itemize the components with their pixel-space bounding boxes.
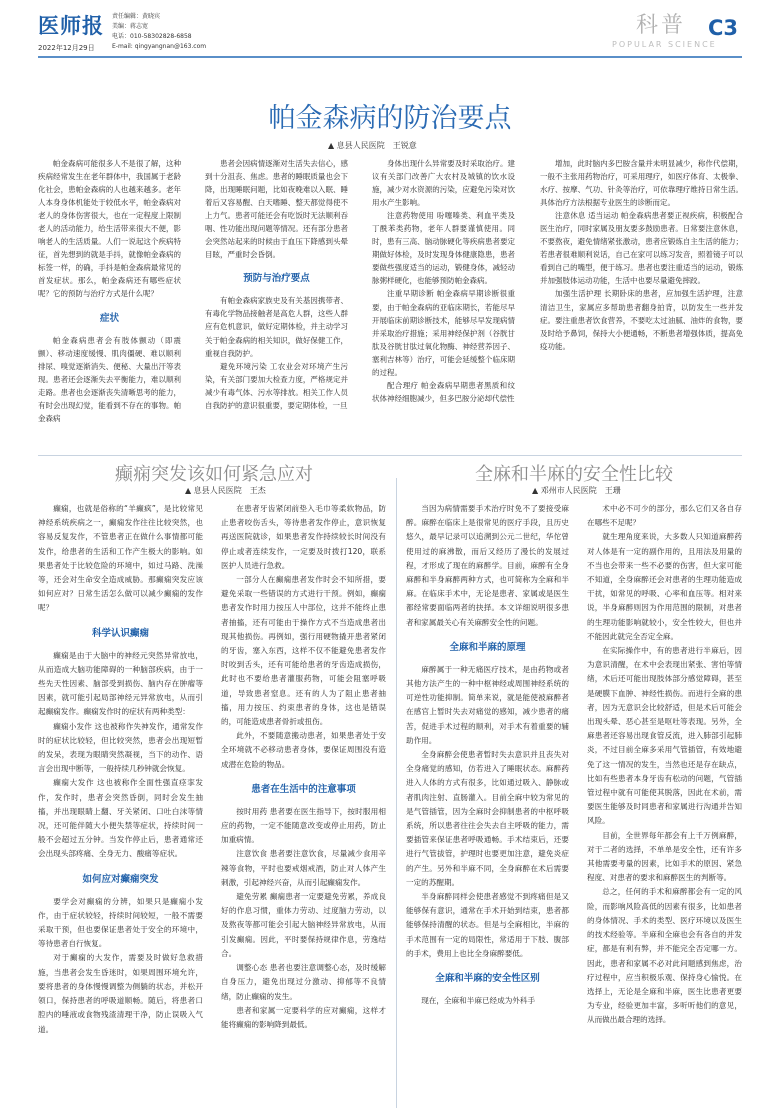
article2-byline: ▲ 息县人民医院 王杰 — [185, 486, 266, 495]
paragraph: 在患者牙齿紧闭前垫入毛巾等柔软物品，防止患者咬伤舌头，等待患者发作停止，意识恢复再送医院就诊，如果患者发作持续较长时间没有停止或者连续发作，一定要及时拨打120，联系医护人员进行急救。 — [221, 504, 386, 570]
paragraph: 麻醉属于一种无痛医疗技术，是由药物或者其他方法产生的一种中枢神经或周围神经系统的可逆性功能抑制。简单来说，就是能使被麻醉者在感官上暂时失去对痛觉的感知，减少患者的痛苦，促进手术过程的顺利，对手术有着重要的辅助作用。 — [406, 664, 569, 745]
paragraph: 加强生活护理 长期卧床的患者，应加强生活护理，注意清洁卫生，家属应多帮助患者翻身拍背，以防发生一些并发症。要注重患者饮食营养，不要吃太过油腻、油炸的食物，要及时给予鼻饲，保持大小便通畅，不断患者增强体质，提高免疫功能。 — [540, 289, 743, 351]
paragraph: 半身麻醉同样会使患者感觉不到疼痛但是又能够保有意识，通常在手术开始到结束，患者都能够保持清醒的状态。但是与全麻相比，半麻的手术范围有一定的局限性，常适用于下肢、腹部的手术，费用上也比全身麻醉要低。 — [406, 892, 569, 958]
paragraph: 配合理疗 帕金森病早期患者黑质和纹状体神经细胞减少，但多巴胺分泌却代偿性 — [372, 380, 515, 403]
subheading: 全麻和半麻的原理 — [449, 641, 526, 653]
paragraph: 避免环境污染 工农业会对环境产生污染，有关部门要加大检查力度，严格规定并减少有毒气体、污水等排放。相关工作人员自我防护的意识很重要，要定期体检，一旦 — [205, 361, 348, 410]
paragraph: 全身麻醉会使患者暂时失去意识并且丧失对全身痛觉的感知，仿若进入了睡眠状态。麻醉药进入人体的方式有很多，比如通过吸入、静脉或者肌肉注射、直肠灌入。目前全麻中较为常见的是气管插管，因为全麻时会抑制患者的中枢呼吸系统，所以患者往往会失去自主呼吸的能力，需要插管来保证患者呼吸通畅。手术结束后，还要进行气管拔管，护理时也要更加注意，避免炎症的产生。另外和半麻不同，全身麻醉在术后需要一定的苏醒期。 — [406, 750, 569, 887]
section-divider — [38, 455, 742, 456]
section-title-en: POPULAR SCIENCE — [612, 40, 717, 49]
paragraph: 患者会因病情逐渐对生活失去信心，感到十分沮丧、焦虑。患者的睡眠质量也会下降，出现睡眠问题，比如夜晚难以入眠、睡着后又容易醒、白天嗜睡、整天都觉得使不上力气。患者可能还会有吃饭时无法顺利吞咽、性功能出现问题等情况。还有部分患者会突然站起来的时候由于血压下降感到头晕目眩，严重时会昏倒。 — [205, 159, 348, 260]
article3-title: 全麻和半麻的安全性比较 — [475, 464, 673, 485]
paragraph: 注意休息 适当运动 帕金森病患者要正视疾病，积极配合医生治疗，同时家属及朋友要多鼓励患者。日常要注意休息，不要熬夜，避免情绪紧张激动，患者应锻炼自主生活的能力；若患者很难顺利说话，自己在家可以练习发音，照着镜子可以看到自己的嘴型，便于练习。患者也要注重适当的运动，锻炼并加强肢体运动功能，生活中也要尽量避免摔跤。 — [540, 211, 743, 286]
article2-title: 癫痫突发该如何紧急应对 — [115, 464, 313, 485]
header-rule — [38, 56, 742, 58]
paragraph: 一部分人在癫痫患者发作时会不知所措，要避免采取一些错误的方式进行干预。例如，癫痫患者发作时用力按压人中部位，这并不能终止患者抽搐，还有可能由于操作方式不当造成患者出现其他损伤。再例如，强行用硬物撬开患者紧闭的牙齿，塞入东西，这样不仅不能避免患者发作时咬到舌头，还有可能给患者的牙齿造成损伤，此时也不要给患者灌服药物，可能会阻塞呼吸道，导致患者窒息。还有的人为了阻止患者抽搐，用力按压、约束患者的身体，这也是错误的，可能造成患者骨折或扭伤。 — [221, 575, 386, 727]
column-divider — [396, 478, 397, 1108]
subheading: 预防与治疗要点 — [243, 273, 310, 285]
article3-byline: ▲ 邓州市人民医院 王珊 — [532, 486, 621, 495]
paragraph: 癫痫小发作 这也被称作失神发作，通常发作时的症状比较轻，但比较突然，患者会出现短暂的发呆，表现为眼睛突然凝视，当下的动作、语言会出现中断等，一般持续几秒钟就会恢复。 — [38, 721, 203, 774]
article1-column-1 — [38, 157, 181, 452]
issue-date: 2022年12月29日 — [38, 44, 95, 52]
paragraph: 总之，任何的手术和麻醉都会有一定的风险，而影响风险高低的因素有很多，比如患者的身体情况、手术的类型、医疗环境以及医生的技术经验等。半麻和全麻也会有各自的并发症，都是有利有弊，并不能完全否定哪一方。因此，患者和家属不必对此问题感到焦虑，治疗过程中，应当积极乐观、保持身心愉悦。在选择上，无论是全麻和半麻，医生比患者更要为专业，经验更加丰富，多听听他们的意见，从而做出最合理的选择。 — [587, 887, 742, 1025]
paragraph: 患者和家属一定要科学的应对癫痫，这样才能将癫痫的影响降到最低。 — [221, 1005, 386, 1029]
article1-column-4 — [540, 157, 743, 452]
paragraph: 增加，此时脑内多巴胺含量并未明显减少，称作代偿期，一般不主张用药物治疗，可采用理疗，如医疗体育、太极拳、水疗、按摩、气功、针灸等治疗，可依靠理疗维持日常生活。具体治疗方法根据专业医生的诊断而定。 — [540, 159, 743, 208]
article1-column-2 — [205, 157, 348, 452]
article2-column-1 — [38, 502, 203, 1102]
paragraph: 此外，不要随意搬动患者，如果患者处于安全环境就不必移动患者身体，要保证周围没有造成潜在危险的物品。 — [221, 731, 386, 769]
phone-line: 电话：010-58302828-6858 — [112, 33, 192, 40]
designer-line: 美编：蒋志宽 — [112, 23, 149, 30]
subheading: 全麻和半麻的安全性区别 — [435, 973, 540, 985]
paragraph: 现在，全麻和半麻已经成为外科手 — [421, 996, 536, 1006]
paragraph: 要学会对癫痫的分辨，如果只是癫痫小发作，由于症状较轻，持续时间较短，一般不需要采取干预，但也要保证患者处于安全的环境中，等待患者自行恢复。 — [38, 896, 203, 949]
paragraph: 当因为病情需要手术治疗时免不了要接受麻醉。麻醉在临床上是很常见的医疗手段，且历史悠久，最早记录可以追溯到公元二世纪，华佗曾使用过的麻沸散，而后又经历了漫长的发展过程，才形成了现在的麻醉学。目前，麻醉有全身麻醉和半身麻醉两种方式，也可简称为全麻和半麻。在临床手术中，无论是患者、家属或是医生都经常要面临两者的抉择。本文详细说明很多患者和家属最关心有关麻醉安全性的问题。 — [406, 504, 569, 627]
paragraph: 术中必不可少的部分，那么它们又各自存在哪些不足呢？ — [587, 504, 742, 528]
paragraph: 有帕金森病家族史及有关基因携带者、有毒化学物品接触者是高危人群，这些人群应有危机意识，做好定期体检，并主动学习关于帕金森病的相关知识，做好保健工作，重视自我防护。 — [205, 296, 348, 358]
paragraph: 注意饮食 患者要注意饮食，尽量减少食用辛辣等食物，平时也要戒烟戒酒，防止对人体产生刺激，引起神经兴奋，从而引起癫痫发作。 — [221, 849, 386, 887]
section-title: 科普 — [636, 13, 687, 38]
paragraph: 目前，全世界每年都会有上千万例麻醉，对于二者的选择，不单单是安全性，还有许多其他需要考量的因素，比如手术的原因、紧急程度、对患者的要求和麻醉医生的判断等。 — [587, 830, 742, 883]
editor-line: 责任编辑：黄晓宾 — [112, 13, 161, 20]
subheading: 科学认识癫痫 — [91, 627, 149, 639]
subheading: 患者在生活中的注意事项 — [251, 783, 356, 795]
article1-column-3 — [372, 157, 515, 452]
paragraph: 就生理角度来说，大多数人只知道麻醉药对人体是有一定的副作用的，且用法及用量的不当也会带来一些不必要的伤害，但大家可能不知道，全身麻醉还会对患者的生理功能造成干扰，如常见的呼吸、心率和血压等。相对来说，半身麻醉则因为作用范围的限制，对患者的生理功能影响就较小，安全性较大，但也并不能因此就完全否定全麻。 — [587, 532, 742, 641]
article1-title: 帕金森病的防治要点 — [268, 103, 512, 134]
editor-info — [112, 12, 206, 52]
article2-column-2 — [221, 502, 386, 1102]
paragraph: 对于癫痫的大发作，需要及时做好急救措施，当患者会发生昏迷时，如果周围环境允许，要将患者的身体慢慢调整为侧躺的状态，并松开领口，保持患者的呼吸道顺畅。随后，将患者口腔内的唾液或食物残渣清理干净，防止误吸入气道。 — [38, 953, 203, 1034]
paragraph: 注重早期诊断 帕金森病早期诊断很重要，由于帕金森病的亚临床期长，若能尽早开展临床前期诊断技术，能够尽早发现病情并采取治疗措施；采用神经保护剂（谷胱甘肽及谷胱甘肽过氧化物酶、神经营养因子、塞利吉林等）治疗，可能会延缓整个临床期的过程。 — [372, 289, 515, 377]
paragraph: 按时用药 患者要在医生指导下，按时服用相应的药物，一定不能随意改变或停止用药，防止加重病情。 — [221, 806, 386, 845]
paragraph: 在实际操作中，有的患者进行半麻后，因为意识清醒，在术中会表现出紧张、害怕等情绪，术后还可能出现肢体部分感觉障碍，甚至是硬膜下血肿、神经性损伤。而进行全麻的患者，因为无意识会比较舒适，但是术后可能会出现头晕、恶心甚至是呕吐等表现。另外，全麻患者还容易出现食管反流，进入肺部引起肺炎，不过目前全麻多采用气管插管，有效地避免了这一情况的发生，当然也还是存在缺点，比如有些患者本身牙齿有松动的问题，气管插管过程中就有可能使其脱落，因此在术前，需要医生能够及时同患者和家属进行沟通并告知风险。 — [587, 646, 742, 826]
article3-column-1 — [406, 502, 569, 1102]
paragraph: 注意药物使用 吩噻嗪类、利血平类及丁酰苯类药物，老年人群要谨慎使用。同时，患有三高、脑动脉硬化等疾病患者要定期做好体检，及时发现身体健康隐患，患者要做些强度适当的运动，锻健身体，减轻动脉粥样硬化，也能够预防帕金森病。 — [372, 211, 515, 286]
paragraph: 帕金森病可能很多人不是很了解，这种疾病经常发生在老年群体中，我国属于老龄化社会，患帕金森病的人也越来越多。老年人本身身体机能处于较低水平，帕金森病对老人的身体伤害很大，也在一定程度上限制老人的活动能力，给生活带来很大不便，影响老人的生活质量。人们一说起这个疾病特征，首先想到的就是手抖，就像帕金森病的标签一样，的确，手抖是帕金森病最常见的首发症状。那么，帕金森病还有哪些症状呢？它的预防与治疗方式是什么呢？ — [38, 159, 181, 299]
newspaper-logo: 医师报 — [38, 13, 104, 38]
paragraph: 癫痫是由于大脑中的神经元突然异常放电，从而造成大脑功能障碍的一种脑部疾病，由于一些先天性因素、脑部受到损伤、脑内存在肿瘤等因素，就可能引起局部神经元异常放电，从而引起癫痫发作。癫痫发作时的症状有两种类型： — [38, 650, 203, 717]
paragraph: 癫痫，也就是俗称的“羊癫疯”，是比较常见神经系统疾病之一，癫痫发作往往比较突然，也容易反复发作，不管患者正在做什么事情都可能发作，给患者的生活和工作产生极大的影响。如果患者处于比较危险的环境中，如过马路、洗澡等，还会对生命安全造成威胁。那癫痫突发应该如何应对？日常生活怎么做可以减少癫痫的发作呢？ — [38, 504, 203, 613]
subheading: 如何应对癫痫突发 — [82, 873, 159, 885]
paragraph: 帕金森病患者会有肢体颤动（即震颤）、移动速度缓慢、肌肉僵硬、难以顺利排尿、嗅觉逐渐消失、便秘、大量出汗等表现。患者还会逐渐失去平衡能力，难以顺利走路。患者也会逐渐丧失清晰思考的能力，有时会出现幻觉，能看到不存在的事物。帕金森病 — [38, 335, 181, 423]
paragraph: 避免劳累 癫痫患者一定要避免劳累，养成良好的作息习惯，重体力劳动、过度脑力劳动，以及熬夜等都可能会引起大脑神经异常放电，从而引发癫痫。因此，平时要保持规律作息，劳逸结合。 — [221, 892, 386, 958]
paragraph: 癫痫大发作 这也被称作全面性强直痉挛发作，发作时，患者会突然昏倒，同时会发生抽搐，并出现眼睛上翻、牙关紧闭、口吐白沫等情况，还可能伴随大小便失禁等症状，持续时间一般不会超过五分钟。当发作停止后，患者通常还会出现头部疼痛、全身无力、酸痛等症状。 — [38, 778, 203, 859]
subheading: 症状 — [99, 312, 119, 324]
paragraph: 身体出现什么异常要及时采取治疗。建议有关部门改善广大农村及城镇的饮水设施，减少对水资源的污染，应避免污染对饮用水产生影响。 — [372, 159, 515, 208]
email-line: E-mail: qingyangnan@163.com — [112, 43, 207, 50]
article1-byline: ▲ 息县人民医院 王锐意 — [328, 141, 417, 150]
page-number: C3 — [708, 16, 739, 40]
article3-column-2 — [587, 502, 742, 1102]
paragraph: 调整心态 患者也要注意调整心态，及时缓解自身压力，避免出现过分激动、抑郁等不良情绪，防止癫痫的发生。 — [221, 963, 386, 1001]
